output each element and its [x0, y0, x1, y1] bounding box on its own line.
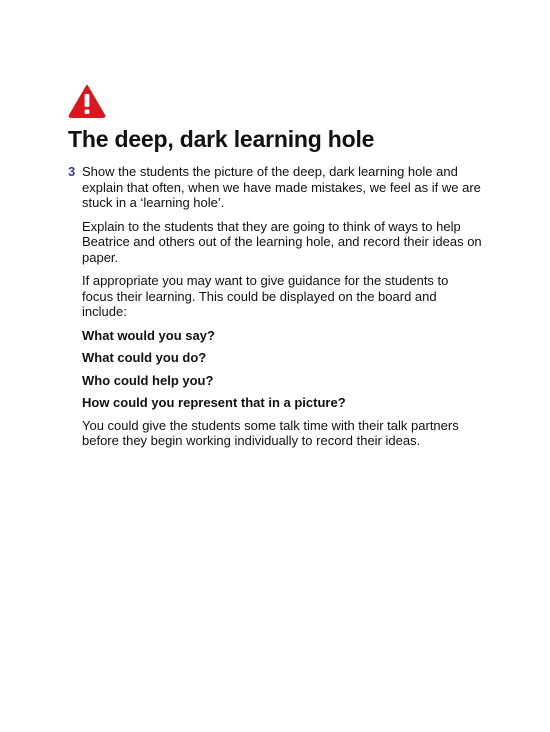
guidance-question: Who could help you?: [82, 372, 214, 388]
paragraph-explain: Explain to the students that they are going to think of ways to help Beatrice and others out of the learning hole, and record their ideas on paper.: [82, 218, 482, 265]
paragraph-intro: Show the students the picture of the deep, dark learning hole and explain that often, when we have made mistakes, we feel as if we are stuck in a ‘learning hole’.: [82, 164, 481, 210]
section-title: The deep, dark learning hole: [68, 126, 375, 152]
paragraph-guidance: If appropriate you may want to give guidance for the students to focus their learning. This could be displayed on the board and include:: [82, 273, 449, 319]
warning-icon: [68, 84, 106, 118]
guidance-question: What would you say?: [82, 327, 215, 343]
step-number: 3: [68, 164, 76, 179]
guidance-question: What could you do?: [82, 350, 207, 365]
step-content: [82, 164, 482, 457]
guidance-question: How could you represent that in a picture?: [82, 395, 346, 410]
paragraph-talk-time: You could give the students some talk time with their talk partners before they begin working individually to record their ideas.: [82, 417, 459, 448]
